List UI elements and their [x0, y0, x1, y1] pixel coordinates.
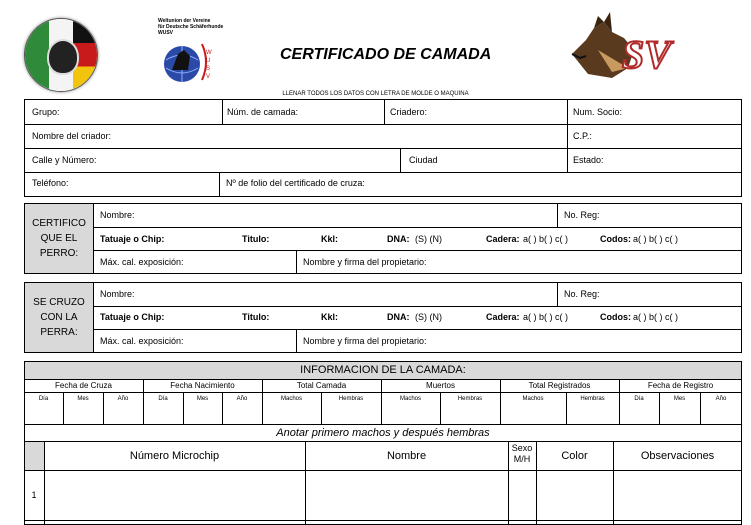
- perro-codos-options[interactable]: a( ) b( ) c( ): [633, 234, 678, 244]
- perra-dna-options[interactable]: (S) (N): [415, 312, 442, 322]
- perro-cadera-label: Cadera:: [486, 234, 520, 244]
- instructions-text: LLENAR TODOS LOS DATOS CON LETRA DE MOLDE O MAQUINA: [282, 91, 469, 97]
- perra-codos-options[interactable]: a( ) b( ) c( ): [633, 312, 678, 322]
- perro-titulo-field[interactable]: Titulo:: [242, 234, 270, 244]
- header-observaciones: Observaciones: [640, 450, 715, 462]
- perro-label: CERTIFICO QUE EL PERRO:: [24, 203, 94, 274]
- perro-tatuaje-field[interactable]: Tatuaje o Chip:: [100, 234, 165, 244]
- perra-codos-label: Codos:: [600, 312, 631, 322]
- perra-maxcal-field[interactable]: Máx. cal. exposición:: [100, 336, 184, 346]
- perra-cadera-options[interactable]: a( ) b( ) c( ): [523, 312, 568, 322]
- perro-propietario-field[interactable]: Nombre y firma del propietario:: [303, 257, 427, 267]
- shield-icon: [47, 39, 79, 75]
- header-sexo: Sexo M/H: [511, 443, 533, 464]
- wusv-caption: Weltunion der Vereine für Deutsche Schäferhunde WUSV: [158, 18, 224, 36]
- registro-anio[interactable]: Año: [715, 396, 727, 402]
- sv-shepherd-logo: [568, 10, 688, 90]
- perro-dna-options[interactable]: (S) (N): [415, 234, 442, 244]
- ciudad-field[interactable]: Ciudad: [409, 155, 438, 165]
- header-color: Color: [561, 450, 588, 462]
- telefono-field[interactable]: Teléfono:: [32, 178, 69, 188]
- fcm-flag-logo: [24, 18, 98, 92]
- group-fecha-registro: Fecha de Registro: [647, 381, 714, 390]
- camada-note: Anotar primero machos y después hembras: [276, 427, 490, 439]
- document-title: CERTIFICADO DE CAMADA: [280, 46, 492, 63]
- nacimiento-mes[interactable]: Mes: [196, 396, 209, 402]
- cruza-mes[interactable]: Mes: [77, 396, 89, 402]
- perro-kkl-field[interactable]: Kkl:: [321, 234, 339, 244]
- registrados-machos[interactable]: Machos: [522, 396, 544, 402]
- perro-dna-label: DNA:: [387, 234, 410, 244]
- group-total-registrados: Total Registrados: [528, 381, 591, 390]
- perra-propietario-field[interactable]: Nombre y firma del propietario:: [303, 336, 427, 346]
- group-muertos: Muertos: [426, 381, 455, 390]
- perro-cadera-options[interactable]: a( ) b( ) c( ): [523, 234, 568, 244]
- grupo-field[interactable]: Grupo:: [32, 107, 60, 117]
- nacimiento-anio[interactable]: Año: [236, 396, 248, 402]
- estado-field[interactable]: Estado:: [573, 155, 604, 165]
- folio-field[interactable]: Nº de folio del certificado de cruza:: [226, 178, 365, 188]
- sexo-input[interactable]: [509, 471, 536, 520]
- svg-text:V: V: [206, 74, 211, 80]
- perra-titulo-field[interactable]: Titulo:: [242, 312, 270, 322]
- header-nombre: Nombre: [386, 450, 427, 462]
- criadero-field[interactable]: Criadero:: [390, 107, 428, 117]
- perro-codos-label: Codos:: [600, 234, 631, 244]
- svg-text:SV: SV: [622, 32, 671, 77]
- group-total-camada: Total Camada: [296, 381, 347, 390]
- group-fecha-cruza: Fecha de Cruza: [55, 381, 112, 390]
- perra-label: SE CRUZO CON LA PERRA:: [24, 282, 94, 353]
- calle-field[interactable]: Calle y Número:: [32, 155, 97, 165]
- perro-nombre-field[interactable]: Nombre:: [100, 210, 135, 220]
- row-number-1: 1: [31, 490, 37, 500]
- cruza-dia[interactable]: Día: [38, 396, 49, 402]
- wusv-globe-logo: [158, 40, 220, 84]
- cp-field[interactable]: C.P.:: [573, 131, 592, 141]
- perro-noreg-field[interactable]: No. Reg:: [564, 210, 600, 220]
- perro-maxcal-field[interactable]: Máx. cal. exposición:: [100, 257, 184, 267]
- header-microchip: Número Microchip: [129, 450, 220, 462]
- total-machos[interactable]: Machos: [280, 396, 302, 402]
- svg-text:U: U: [206, 58, 211, 64]
- nombre-criador-field[interactable]: Nombre del criador:: [32, 131, 112, 141]
- perra-tatuaje-field[interactable]: Tatuaje o Chip:: [100, 312, 165, 322]
- observaciones-input[interactable]: [614, 471, 742, 520]
- nacimiento-dia[interactable]: Día: [158, 396, 168, 402]
- perra-cadera-label: Cadera:: [486, 312, 520, 322]
- perra-dna-label: DNA:: [387, 312, 410, 322]
- num-camada-field[interactable]: Núm. de camada:: [227, 107, 299, 117]
- group-fecha-nacimiento: Fecha Nacimiento: [170, 381, 235, 390]
- microchip-input[interactable]: [45, 471, 305, 520]
- svg-text:S: S: [206, 66, 211, 72]
- cruza-anio[interactable]: Año: [117, 396, 129, 402]
- registro-dia[interactable]: Día: [634, 396, 644, 402]
- nombre-input[interactable]: [306, 471, 508, 520]
- registro-mes[interactable]: Mes: [673, 396, 686, 402]
- total-hembras[interactable]: Hembras: [338, 396, 364, 402]
- svg-text:W: W: [206, 50, 212, 56]
- perra-kkl-field[interactable]: Kkl:: [321, 312, 339, 322]
- perra-nombre-field[interactable]: Nombre:: [100, 289, 135, 299]
- perra-noreg-field[interactable]: No. Reg:: [564, 289, 600, 299]
- registrados-hembras[interactable]: Hembras: [580, 396, 605, 402]
- num-socio-field[interactable]: Num. Socio:: [573, 107, 623, 117]
- color-input[interactable]: [537, 471, 613, 520]
- camada-title: INFORMACION DE LA CAMADA:: [25, 362, 741, 380]
- muertos-hembras[interactable]: Hembras: [457, 396, 483, 402]
- muertos-machos[interactable]: Machos: [399, 396, 421, 402]
- row-number-header: [25, 442, 44, 470]
